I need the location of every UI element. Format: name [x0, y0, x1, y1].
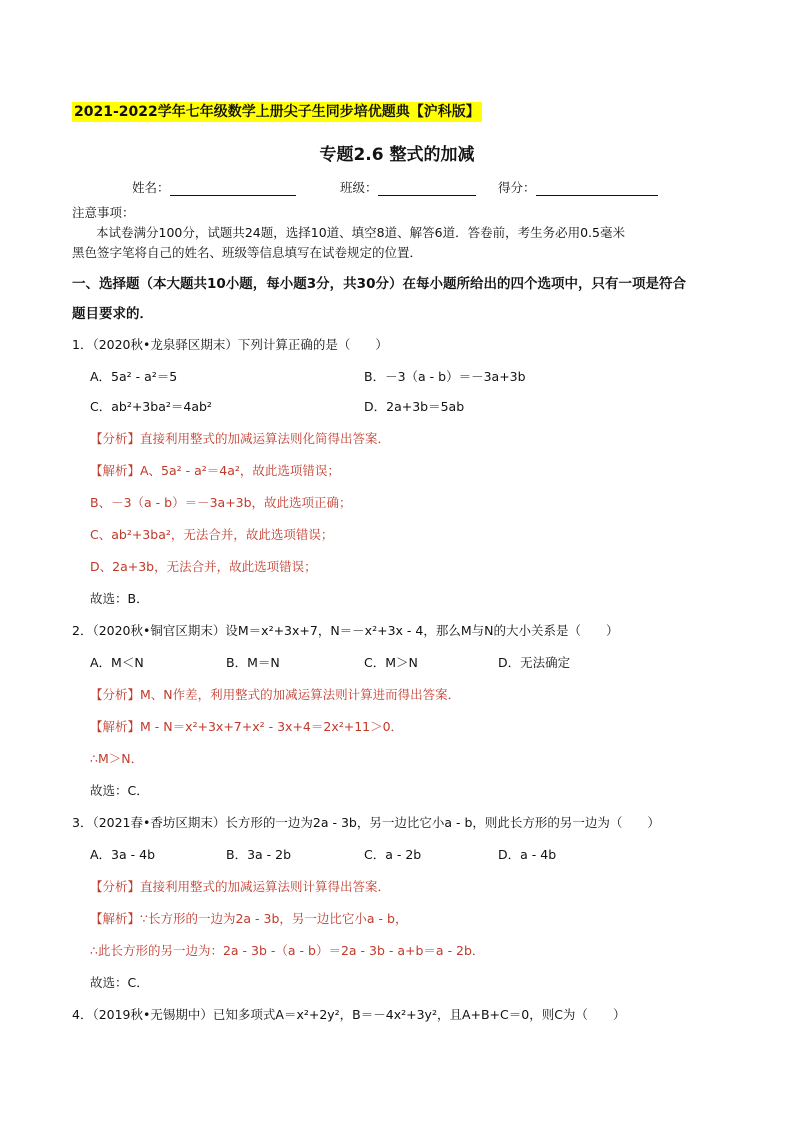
- q2-solution-1: 【解析】M - N＝x²+3x+7+x² - 3x+4＝2x²+11＞0．: [90, 719, 404, 734]
- q3-solution-2: ∴此长方形的另一边为：2a - 3b -（a - b）＝2a - 3b - a+b＝a - 2b．: [90, 943, 485, 958]
- section-heading-line-2: 题目要求的．: [72, 306, 153, 322]
- score-label: 得分：: [498, 180, 536, 195]
- notice-heading: 注意事项：: [72, 205, 135, 220]
- class-label: 班级：: [340, 180, 378, 195]
- q1-stem: 1．（2020秋•龙泉驿区期末）下列计算正确的是（ ）: [72, 337, 388, 352]
- q1-option-c: C．ab²+3ba²＝4ab²: [90, 399, 212, 414]
- q3-stem: 3．（2021春•香坊区期末）长方形的一边为2a - 3b，另一边比它小a - b，则此长方形的另一边为（ ）: [72, 815, 660, 830]
- q1-solution-4: D、2a+3b，无法合并，故此选项错误；: [90, 559, 317, 574]
- name-line: [170, 183, 296, 196]
- q1-option-d: D．2a+3b＝5ab: [364, 399, 465, 414]
- score-line: [536, 183, 658, 196]
- name-label: 姓名：: [132, 180, 170, 195]
- q3-option-b: B．3a - 2b: [226, 847, 292, 862]
- class-field[interactable]: [340, 178, 476, 196]
- name-field[interactable]: [132, 178, 296, 196]
- class-line: [378, 183, 476, 196]
- q2-analysis: 【分析】M、N作差，利用整式的加减运算法则计算进而得出答案．: [90, 687, 461, 702]
- q1-option-a: A．5a² - a²＝5: [90, 369, 178, 384]
- q1-option-b: B．－3（a - b）＝－3a+3b: [364, 369, 526, 384]
- q2-option-c: C．M＞N: [364, 655, 418, 670]
- q2-option-b: B．M＝N: [226, 655, 280, 670]
- q4-stem: 4．（2019秋•无锡期中）已知多项式A＝x²+2y²，B＝－4x²+3y²，且A+B+C＝0，则C为（ ）: [72, 1007, 626, 1022]
- q1-analysis: 【分析】直接利用整式的加减运算法则化简得出答案．: [90, 431, 391, 446]
- q3-option-c: C．a - 2b: [364, 847, 422, 862]
- q2-solution-2: ∴M＞N．: [90, 751, 144, 766]
- q1-solution-2: B、－3（a - b）＝－3a+3b，故此选项正确；: [90, 495, 352, 510]
- q1-solution-1: 【解析】A、5a² - a²＝4a²，故此选项错误；: [90, 463, 340, 478]
- section-heading-line-1: 一、选择题（本大题共10小题，每小题3分，共30分）在每小题所给出的四个选项中，只有一项是符合: [72, 276, 686, 292]
- q2-option-d: D．无法确定: [498, 655, 571, 670]
- notice-line-2: 黑色签字笔将自己的姓名、班级等信息填写在试卷规定的位置．: [72, 245, 423, 260]
- q2-stem: 2．（2020秋•铜官区期末）设M＝x²+3x+7，N＝－x²+3x - 4，那么M与N的大小关系是（ ）: [72, 623, 619, 638]
- q1-solution-3: C、ab²+3ba²，无法合并，故此选项错误；: [90, 527, 334, 542]
- q2-answer: 故选：C．: [90, 783, 149, 798]
- q3-option-d: D．a - 4b: [498, 847, 557, 862]
- notice-line-1: 本试卷满分100分，试题共24题，选择10道、填空8道、解答6道．答卷前，考生务必用0.5毫米: [96, 225, 625, 240]
- q3-answer: 故选：C．: [90, 975, 149, 990]
- score-field[interactable]: [498, 178, 658, 196]
- q2-option-a: A．M＜N: [90, 655, 144, 670]
- q3-solution-1: 【解析】∵长方形的一边为2a - 3b，另一边比它小a - b，: [90, 911, 408, 926]
- q3-option-a: A．3a - 4b: [90, 847, 156, 862]
- q1-answer: 故选：B．: [90, 591, 149, 606]
- q3-analysis: 【分析】直接利用整式的加减运算法则计算得出答案．: [90, 879, 391, 894]
- page-title: 专题2.6 整式的加减: [319, 145, 475, 165]
- header-banner: 2021-2022学年七年级数学上册尖子生同步培优题典【沪科版】: [74, 104, 480, 120]
